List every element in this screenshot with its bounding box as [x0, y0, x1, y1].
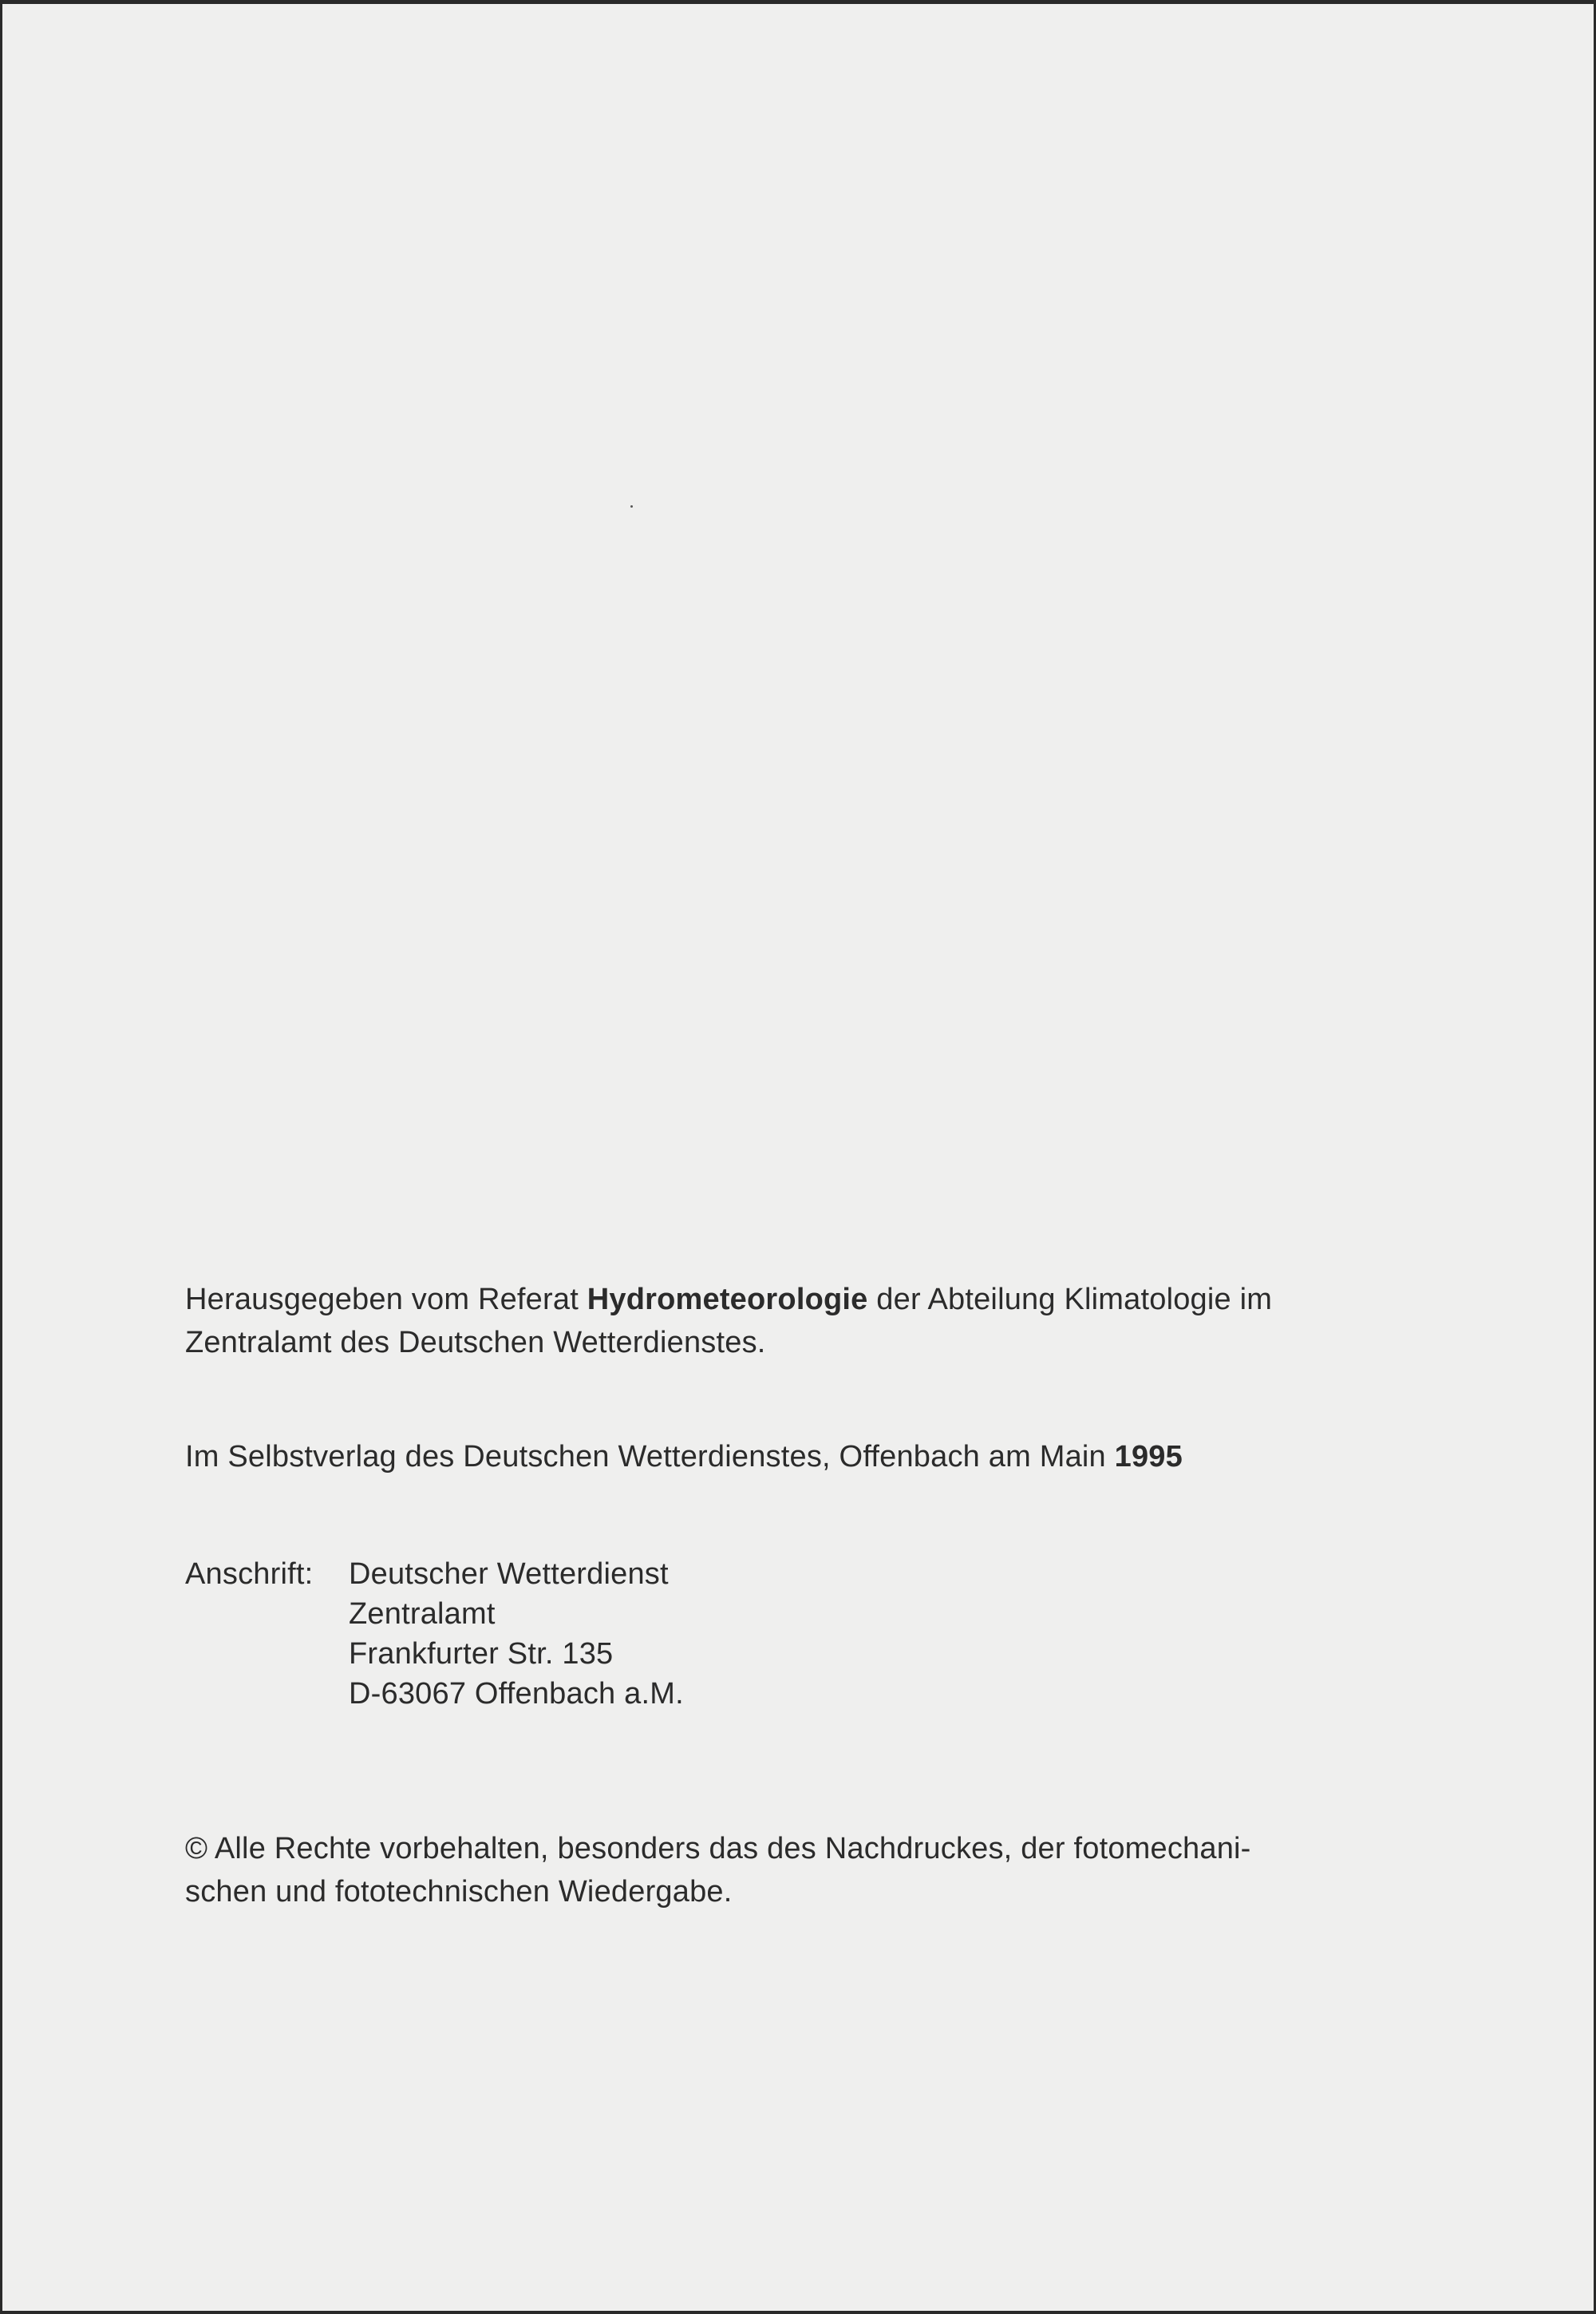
address-line: Zentralamt [349, 1597, 496, 1631]
publisher-text-after: der Abteilung Klimatologie im [867, 1283, 1273, 1316]
address-row [185, 1634, 684, 1674]
address-block [185, 1554, 684, 1714]
address-row [185, 1674, 684, 1714]
publisher-line-2: Zentralamt des Deutschen Wetterdienstes. [185, 1326, 766, 1359]
copyright-line-1: © Alle Rechte vorbehalten, besonders das des Nachdruckes, der fotomechani- [185, 1832, 1251, 1865]
imprint-text: Im Selbstverlag des Deutschen Wetterdienstes, Offenbach am Main [185, 1440, 1115, 1473]
publisher-department: Hydrometeorologie [587, 1283, 868, 1316]
address-line: D-63067 Offenbach a.M. [349, 1677, 684, 1711]
address-label: Anschrift: [185, 1557, 314, 1591]
copyright-line-2: schen und fototechnischen Wiedergabe. [185, 1875, 733, 1909]
copyright-notice [185, 1827, 1251, 1913]
publisher-text-before: Herausgegeben vom Referat [185, 1283, 587, 1316]
document-page [2, 4, 1594, 2311]
paper-speck [630, 505, 633, 508]
imprint-year: 1995 [1114, 1440, 1183, 1473]
publisher-statement [185, 1278, 1272, 1364]
publisher-line-1 [185, 1278, 1272, 1321]
address-row [185, 1554, 684, 1594]
address-line: Deutscher Wetterdienst [349, 1557, 669, 1591]
address-row [185, 1594, 684, 1634]
imprint-statement [185, 1435, 1183, 1478]
address-line: Frankfurter Str. 135 [349, 1637, 614, 1671]
